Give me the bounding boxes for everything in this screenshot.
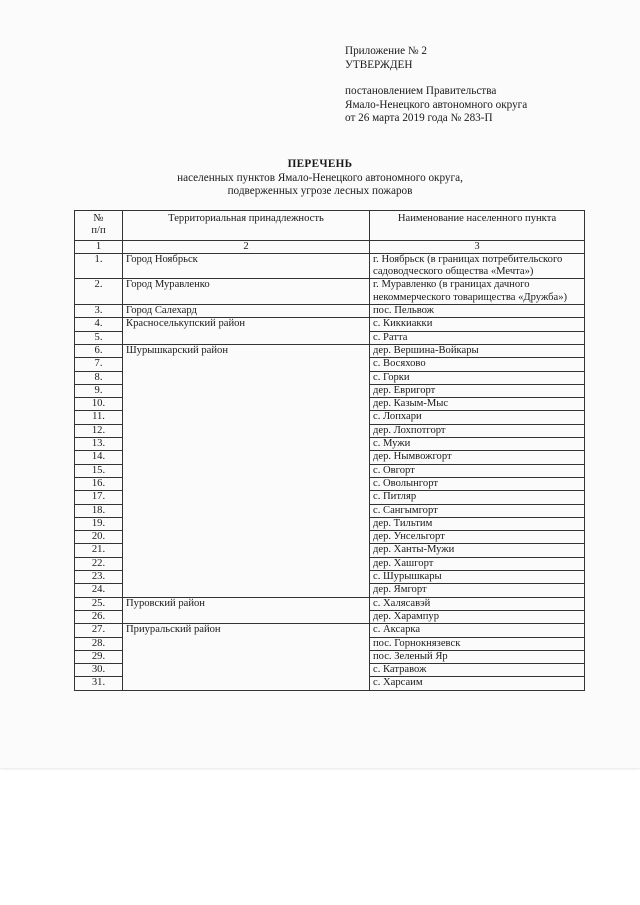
row-number: 12. bbox=[75, 424, 123, 437]
appendix-label: Приложение № 2 bbox=[345, 45, 427, 57]
settlement-cell: г. Муравленко (в границах дачного некоммерческого товарищества «Дружба») bbox=[370, 279, 585, 305]
settlement-cell: пос. Пельвож bbox=[370, 305, 585, 318]
settlement-cell: пос. Горнокнязевск bbox=[370, 637, 585, 650]
territory-cell: Город Муравленко bbox=[123, 279, 370, 305]
settlement-cell: дер. Унсельгорт bbox=[370, 531, 585, 544]
settlement-cell: с. Питляр bbox=[370, 491, 585, 504]
row-number: 20. bbox=[75, 531, 123, 544]
settlements-table bbox=[74, 210, 585, 691]
header-territory: Территориальная принадлежность bbox=[123, 211, 370, 241]
settlement-cell: г. Ноябрьск (в границах потребительского садоводческого общества «Мечта») bbox=[370, 253, 585, 279]
row-number: 6. bbox=[75, 344, 123, 357]
header-number-symbol: № bbox=[93, 213, 104, 224]
approval-line-2: Ямало-Ненецкого автономного округа bbox=[345, 98, 528, 111]
row-number: 27. bbox=[75, 624, 123, 637]
table-row bbox=[75, 624, 585, 637]
territory-cell: Приуральский район bbox=[123, 624, 370, 690]
document-subtitle-2: подверженных угрозе лесных пожаров bbox=[227, 185, 413, 197]
row-number: 18. bbox=[75, 504, 123, 517]
settlement-cell: пос. Зеленый Яр bbox=[370, 650, 585, 663]
settlement-cell: дер. Вершина-Войкары bbox=[370, 344, 585, 357]
row-number: 4. bbox=[75, 318, 123, 331]
row-number: 31. bbox=[75, 677, 123, 690]
document-title: ПЕРЕЧЕНЬ bbox=[287, 158, 353, 170]
settlement-cell: дер. Ханты-Мужи bbox=[370, 544, 585, 557]
column-number-row bbox=[75, 240, 585, 253]
row-number: 7. bbox=[75, 358, 123, 371]
row-number: 26. bbox=[75, 610, 123, 623]
table-row bbox=[75, 597, 585, 610]
settlement-cell: дер. Лохпотгорт bbox=[370, 424, 585, 437]
territory-cell: Пуровский район bbox=[123, 597, 370, 624]
row-number: 22. bbox=[75, 557, 123, 570]
settlement-cell: дер. Нымвожгорт bbox=[370, 451, 585, 464]
row-number: 2. bbox=[75, 279, 123, 305]
table-row bbox=[75, 253, 585, 279]
settlement-cell: с. Ратта bbox=[370, 331, 585, 344]
table-header-row bbox=[75, 211, 585, 241]
table-row bbox=[75, 344, 585, 357]
row-number: 3. bbox=[75, 305, 123, 318]
row-number: 25. bbox=[75, 597, 123, 610]
row-number: 8. bbox=[75, 371, 123, 384]
header-settlement: Наименование населенного пункта bbox=[370, 211, 585, 241]
row-number: 28. bbox=[75, 637, 123, 650]
row-number: 19. bbox=[75, 517, 123, 530]
row-number: 10. bbox=[75, 398, 123, 411]
settlement-cell: с. Шурышкары bbox=[370, 571, 585, 584]
table-row bbox=[75, 305, 585, 318]
header-number-abbr: п/п bbox=[91, 225, 106, 237]
table-body bbox=[75, 253, 585, 690]
settlement-cell: дер. Харампур bbox=[370, 610, 585, 623]
settlement-cell: дер. Евригорт bbox=[370, 384, 585, 397]
approval-line-3: от 26 марта 2019 года № 283-П bbox=[345, 112, 493, 124]
row-number: 23. bbox=[75, 571, 123, 584]
document-heading bbox=[0, 158, 640, 199]
row-number: 30. bbox=[75, 664, 123, 677]
settlement-cell: дер. Казым-Мыс bbox=[370, 398, 585, 411]
row-number: 9. bbox=[75, 384, 123, 397]
settlement-cell: с. Киккиакки bbox=[370, 318, 585, 331]
table-row bbox=[75, 318, 585, 331]
row-number: 15. bbox=[75, 464, 123, 477]
settlement-cell: с. Горки bbox=[370, 371, 585, 384]
table-row bbox=[75, 279, 585, 305]
territory-cell: Шурышкарский район bbox=[123, 344, 370, 597]
header-number bbox=[75, 211, 123, 241]
row-number: 13. bbox=[75, 438, 123, 451]
row-number: 5. bbox=[75, 331, 123, 344]
settlement-cell: с. Овгорт bbox=[370, 464, 585, 477]
settlement-cell: с. Аксарка bbox=[370, 624, 585, 637]
settlement-cell: с. Оволынгорт bbox=[370, 477, 585, 490]
approval-block bbox=[345, 45, 625, 126]
document-subtitle-1: населенных пунктов Ямало-Ненецкого автономного округа, bbox=[177, 171, 463, 184]
column-number-1: 1 bbox=[75, 240, 123, 253]
row-number: 29. bbox=[75, 650, 123, 663]
row-number: 17. bbox=[75, 491, 123, 504]
settlement-cell: с. Лопхари bbox=[370, 411, 585, 424]
row-number: 1. bbox=[75, 253, 123, 279]
settlement-cell: с. Катравож bbox=[370, 664, 585, 677]
settlement-cell: дер. Хашгорт bbox=[370, 557, 585, 570]
settlement-cell: с. Харсаим bbox=[370, 677, 585, 690]
approved-label: УТВЕРЖДЕН bbox=[345, 58, 413, 71]
settlement-cell: с. Мужи bbox=[370, 438, 585, 451]
approval-line-1: постановлением Правительства bbox=[345, 85, 497, 97]
row-number: 14. bbox=[75, 451, 123, 464]
row-number: 21. bbox=[75, 544, 123, 557]
settlement-cell: с. Восяхово bbox=[370, 358, 585, 371]
territory-cell: Город Ноябрьск bbox=[123, 253, 370, 279]
settlement-cell: с. Халясавэй bbox=[370, 597, 585, 610]
settlement-cell: дер. Тильтим bbox=[370, 517, 585, 530]
territory-cell: Красноселькупский район bbox=[123, 318, 370, 345]
row-number: 16. bbox=[75, 477, 123, 490]
territory-cell: Город Салехард bbox=[123, 305, 370, 318]
settlement-cell: с. Сангымгорт bbox=[370, 504, 585, 517]
column-number-2: 2 bbox=[123, 240, 370, 253]
row-number: 24. bbox=[75, 584, 123, 597]
column-number-3: 3 bbox=[370, 240, 585, 253]
row-number: 11. bbox=[75, 411, 123, 424]
settlement-cell: дер. Ямгорт bbox=[370, 584, 585, 597]
